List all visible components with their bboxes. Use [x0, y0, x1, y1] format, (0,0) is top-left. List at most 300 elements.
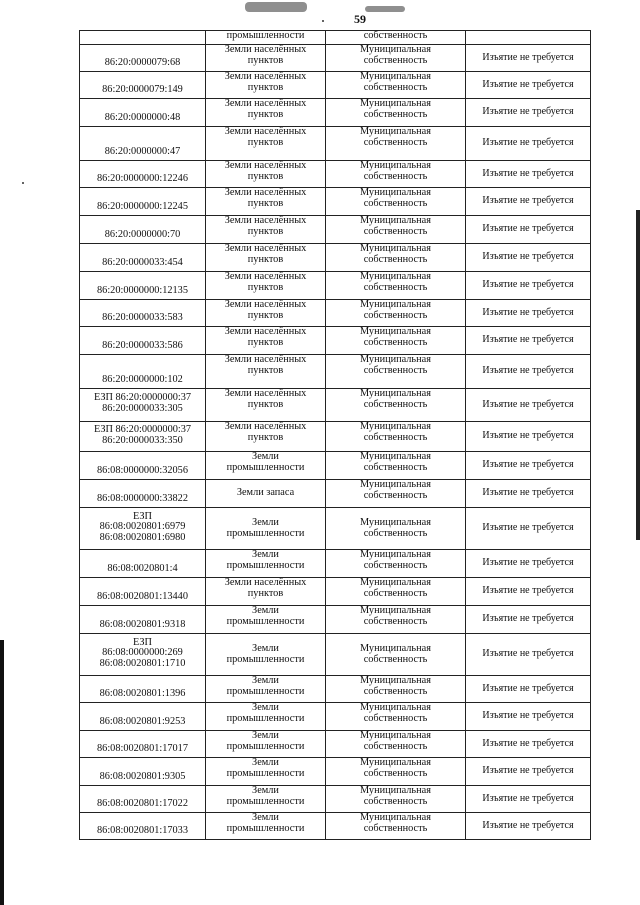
withdrawal-status-cell — [466, 578, 591, 606]
cadastral-number-cell — [80, 31, 206, 45]
table-row — [80, 606, 591, 634]
ownership-text: Муниципальная — [360, 187, 431, 198]
table-row — [80, 550, 591, 578]
table-row — [80, 676, 591, 703]
cadastral-number: ЕЗП 86:20:0000000:37 — [93, 392, 192, 404]
ownership-cell — [326, 188, 466, 216]
land-category-text: пунктов — [247, 108, 284, 120]
cadastral-number-cell — [80, 703, 206, 731]
land-category-cell — [206, 508, 326, 550]
land-category-text: пунктов — [247, 587, 284, 599]
ownership-cell — [326, 508, 466, 550]
ownership-text: Муниципальная — [360, 299, 431, 310]
land-category-text: Земли населённых — [224, 577, 307, 588]
withdrawal-status-cell — [466, 72, 591, 99]
land-category-text: Земли — [252, 757, 279, 768]
ownership-cell — [326, 127, 466, 161]
land-category-cell — [206, 676, 326, 703]
ownership-cell — [326, 355, 466, 389]
land-category-text: пунктов — [247, 54, 284, 66]
land-category-cell — [206, 606, 326, 634]
table-row — [80, 161, 591, 188]
land-category-text: промышленности — [226, 461, 305, 473]
ownership-text: собственность — [363, 225, 428, 237]
land-category-cell — [206, 422, 326, 452]
ownership-cell — [326, 813, 466, 840]
withdrawal-status-text: Изъятие не требуется — [482, 78, 574, 90]
ownership-cell — [326, 389, 466, 422]
land-category-text: промышленности — [226, 653, 305, 665]
cadastral-number-cell — [80, 216, 206, 244]
withdrawal-status-cell — [466, 127, 591, 161]
withdrawal-status-cell — [466, 99, 591, 127]
land-category-cell — [206, 452, 326, 480]
withdrawal-status-text: Изъятие не требуется — [482, 106, 574, 118]
land-category-cell — [206, 244, 326, 272]
cadastral-number: 86:20:0000033:583 — [102, 312, 183, 324]
land-category-text: Земли — [252, 451, 279, 462]
cadastral-number-cell — [80, 389, 206, 422]
ownership-text: собственность — [363, 281, 428, 293]
cadastral-number: 86:08:0020801:9318 — [99, 619, 186, 631]
ownership-cell — [326, 216, 466, 244]
withdrawal-status-text: Изъятие не требуется — [482, 648, 574, 660]
ownership-text: Муниципальная — [360, 812, 431, 823]
land-category-text: Земли — [252, 605, 279, 616]
ownership-text: собственность — [363, 615, 428, 627]
cadastral-number: 86:08:0020801:17033 — [97, 825, 188, 837]
land-category-cell — [206, 327, 326, 355]
land-category-text: Земли населённых — [224, 44, 307, 55]
ownership-text: собственность — [363, 822, 428, 834]
ownership-text: Муниципальная — [360, 642, 431, 654]
cadastral-number-cell — [80, 578, 206, 606]
ownership-text: собственность — [363, 309, 428, 321]
ownership-text: собственность — [363, 197, 428, 209]
ownership-text: Муниципальная — [360, 785, 431, 796]
withdrawal-status-cell — [466, 480, 591, 508]
ownership-text: собственность — [363, 685, 428, 697]
ownership-text: собственность — [363, 795, 428, 807]
ownership-text: Муниципальная — [360, 730, 431, 741]
cadastral-number: 86:20:0000079:68 — [104, 57, 181, 69]
withdrawal-status-cell — [466, 272, 591, 300]
withdrawal-status-text: Изъятие не требуется — [482, 279, 574, 291]
ownership-text: Муниципальная — [360, 98, 431, 109]
land-plots-table — [79, 30, 591, 840]
cadastral-number-cell — [80, 452, 206, 480]
cadastral-number-cell — [80, 606, 206, 634]
land-category-cell — [206, 127, 326, 161]
table-row — [80, 272, 591, 300]
land-category-text: Земли запаса — [236, 487, 295, 499]
cadastral-number-cell — [80, 127, 206, 161]
table-row — [80, 127, 591, 161]
ownership-cell — [326, 703, 466, 731]
withdrawal-status-cell — [466, 731, 591, 758]
land-category-text: Земли населённых — [224, 98, 307, 109]
scan-artifact — [22, 182, 24, 184]
cadastral-number: 86:20:0000000:12246 — [97, 173, 188, 185]
ownership-text: собственность — [363, 81, 428, 93]
land-category-text: пунктов — [247, 136, 284, 148]
cadastral-number-cell — [80, 786, 206, 813]
table-row — [80, 452, 591, 480]
ownership-text: Муниципальная — [360, 549, 431, 560]
cadastral-number: 86:20:0000033:586 — [102, 340, 183, 352]
ownership-text: собственность — [363, 489, 428, 501]
ownership-text: Муниципальная — [360, 577, 431, 588]
cadastral-number-cell — [80, 550, 206, 578]
table-row — [80, 813, 591, 840]
ownership-text: собственность — [363, 398, 428, 410]
cadastral-number: 86:08:0000000:269 — [102, 647, 183, 659]
withdrawal-status-cell — [466, 161, 591, 188]
withdrawal-status-cell — [466, 634, 591, 676]
withdrawal-status-cell — [466, 452, 591, 480]
ownership-text: собственность — [363, 364, 428, 376]
withdrawal-status-cell — [466, 786, 591, 813]
cadastral-number: 86:20:0000033:350 — [102, 434, 183, 446]
cadastral-number: ЕЗП — [132, 636, 152, 648]
ownership-cell — [326, 244, 466, 272]
cadastral-number-cell — [80, 813, 206, 840]
withdrawal-status-text: Изъятие не требуется — [482, 765, 574, 777]
land-category-text: Земли населённых — [224, 326, 307, 337]
table-row — [80, 31, 591, 45]
withdrawal-status-cell — [466, 813, 591, 840]
ownership-cell — [326, 300, 466, 327]
withdrawal-status-cell — [466, 327, 591, 355]
withdrawal-status-text: Изъятие не требуется — [482, 167, 574, 179]
withdrawal-status-text: Изъятие не требуется — [482, 137, 574, 149]
cadastral-number-cell — [80, 508, 206, 550]
land-category-text: Земли населённых — [224, 388, 307, 399]
ownership-text: Муниципальная — [360, 71, 431, 82]
withdrawal-status-text: Изъятие не требуется — [482, 710, 574, 722]
ownership-text: Муниципальная — [360, 271, 431, 282]
table-row — [80, 244, 591, 272]
cadastral-number-cell — [80, 758, 206, 786]
ownership-text: Муниципальная — [360, 757, 431, 768]
table-row — [80, 45, 591, 72]
ownership-cell — [326, 452, 466, 480]
land-category-cell — [206, 703, 326, 731]
withdrawal-status-cell — [466, 300, 591, 327]
ownership-text: собственность — [363, 136, 428, 148]
land-category-text: промышленности — [226, 822, 305, 834]
cadastral-number: 86:20:0000000:12135 — [97, 285, 188, 297]
cadastral-number: 86:20:0000033:305 — [102, 403, 183, 414]
ownership-cell — [326, 676, 466, 703]
withdrawal-status-text: Изъятие не требуется — [482, 792, 574, 804]
ownership-text: Муниципальная — [360, 354, 431, 365]
withdrawal-status-cell — [466, 355, 591, 389]
land-category-text: промышленности — [226, 527, 305, 539]
withdrawal-status-cell — [466, 216, 591, 244]
withdrawal-status-text: Изъятие не требуется — [482, 306, 574, 318]
ownership-text: Муниципальная — [360, 388, 431, 399]
land-category-cell — [206, 31, 326, 45]
land-category-cell — [206, 300, 326, 327]
ownership-text: Муниципальная — [360, 516, 431, 528]
cadastral-number: 86:08:0020801:13440 — [97, 591, 188, 603]
land-category-text: Земли населённых — [224, 243, 307, 254]
cadastral-number-cell — [80, 327, 206, 355]
ownership-cell — [326, 272, 466, 300]
land-category-text: пунктов — [247, 197, 284, 209]
ownership-cell — [326, 327, 466, 355]
table-body — [80, 31, 591, 840]
land-category-text: Земли — [252, 785, 279, 796]
withdrawal-status-text: Изъятие не требуется — [482, 459, 574, 471]
table-row — [80, 422, 591, 452]
ownership-text: Муниципальная — [360, 675, 431, 686]
land-category-text: пунктов — [247, 309, 284, 321]
ownership-text: Муниципальная — [360, 605, 431, 616]
scan-edge-left — [0, 640, 4, 905]
land-category-text: Земли — [252, 702, 279, 713]
withdrawal-status-text: Изъятие не требуется — [482, 585, 574, 597]
land-category-text: Земли населённых — [224, 160, 307, 171]
land-category-cell — [206, 355, 326, 389]
withdrawal-status-cell — [466, 389, 591, 422]
ownership-text: собственность — [363, 587, 428, 599]
table-row — [80, 99, 591, 127]
land-category-text: Земли населённых — [224, 71, 307, 82]
land-category-cell — [206, 99, 326, 127]
table-row — [80, 731, 591, 758]
land-category-text: Земли — [252, 812, 279, 823]
cadastral-number-cell — [80, 422, 206, 452]
land-category-cell — [206, 634, 326, 676]
land-category-text: Земли населённых — [224, 271, 307, 282]
ownership-text: Муниципальная — [360, 160, 431, 171]
withdrawal-status-cell — [466, 244, 591, 272]
ownership-text: собственность — [363, 559, 428, 571]
land-category-text: Земли населённых — [224, 421, 307, 432]
ownership-cell — [326, 634, 466, 676]
ownership-cell — [326, 99, 466, 127]
cadastral-number-cell — [80, 300, 206, 327]
ownership-text: Муниципальная — [360, 126, 431, 137]
cadastral-number-cell — [80, 45, 206, 72]
cadastral-number: 86:08:0020801:4 — [107, 563, 178, 575]
ownership-text: Муниципальная — [360, 451, 431, 462]
table-row — [80, 72, 591, 99]
withdrawal-status-text: Изъятие не требуется — [482, 522, 574, 534]
cadastral-number: 86:20:0000000:12245 — [97, 201, 188, 213]
ownership-text: собственность — [363, 712, 428, 724]
cadastral-number-cell — [80, 188, 206, 216]
land-category-text: пунктов — [247, 253, 284, 265]
cadastral-number: 86:20:0000079:149 — [102, 84, 183, 96]
table-row — [80, 355, 591, 389]
ownership-text: Муниципальная — [360, 702, 431, 713]
land-category-text: пунктов — [247, 225, 284, 237]
ownership-text: собственность — [363, 461, 428, 473]
land-category-cell — [206, 272, 326, 300]
cadastral-number-cell — [80, 731, 206, 758]
ownership-text: собственность — [363, 170, 428, 182]
ownership-cell — [326, 161, 466, 188]
cadastral-number-cell — [80, 161, 206, 188]
land-category-text: пунктов — [247, 364, 284, 376]
page-number: 59 — [354, 12, 366, 26]
withdrawal-status-text: Изъятие не требуется — [482, 613, 574, 625]
ownership-text: собственность — [363, 740, 428, 752]
ownership-cell — [326, 606, 466, 634]
withdrawal-status-text: Изъятие не требуется — [482, 195, 574, 207]
land-category-text: пунктов — [247, 281, 284, 293]
table-row — [80, 216, 591, 244]
withdrawal-status-text: Изъятие не требуется — [482, 365, 574, 377]
ownership-cell — [326, 422, 466, 452]
ownership-text: собственность — [363, 54, 428, 66]
table-row — [80, 508, 591, 550]
land-category-cell — [206, 480, 326, 508]
land-category-text: промышленности — [226, 712, 305, 724]
land-category-text: пунктов — [247, 81, 284, 93]
ownership-text: Муниципальная — [360, 44, 431, 55]
land-category-text: Земли — [252, 642, 279, 654]
cadastral-number: 86:08:0020801:9253 — [99, 716, 186, 728]
land-category-cell — [206, 216, 326, 244]
land-category-text: пунктов — [247, 170, 284, 182]
land-category-text: Земли населённых — [224, 126, 307, 137]
cadastral-number: 86:20:0000000:47 — [104, 146, 181, 158]
table-row — [80, 578, 591, 606]
ownership-text: Муниципальная — [360, 243, 431, 254]
ownership-text: собственность — [363, 336, 428, 348]
withdrawal-status-text: Изъятие не требуется — [482, 430, 574, 442]
table-row — [80, 758, 591, 786]
ownership-text: собственность — [363, 431, 428, 443]
ownership-text: собственность — [363, 653, 428, 665]
cadastral-number-cell — [80, 72, 206, 99]
table-row — [80, 634, 591, 676]
cadastral-number-cell — [80, 634, 206, 676]
scan-artifact — [245, 2, 307, 12]
ownership-text: собственность — [363, 253, 428, 265]
land-category-text: пунктов — [247, 431, 284, 443]
table-row — [80, 300, 591, 327]
land-category-cell — [206, 45, 326, 72]
cadastral-number: ЕЗП 86:20:0000000:37 — [93, 423, 192, 435]
withdrawal-status-cell — [466, 45, 591, 72]
table-row — [80, 480, 591, 508]
cadastral-number: 86:08:0020801:17022 — [97, 798, 188, 810]
ownership-text: Муниципальная — [360, 421, 431, 432]
ownership-cell — [326, 550, 466, 578]
cadastral-number-cell — [80, 99, 206, 127]
cadastral-number: 86:08:0020801:1396 — [99, 688, 186, 700]
ownership-text: собственность — [363, 767, 428, 779]
land-category-text: промышленности — [226, 795, 305, 807]
table-row — [80, 188, 591, 216]
cadastral-number: 86:20:0000000:70 — [104, 229, 181, 241]
withdrawal-status-text: Изъятие не требуется — [482, 51, 574, 63]
land-category-text: Земли — [252, 675, 279, 686]
cadastral-number-cell — [80, 355, 206, 389]
ownership-cell — [326, 72, 466, 99]
land-category-text: Земли населённых — [224, 354, 307, 365]
land-category-cell — [206, 72, 326, 99]
withdrawal-status-text: Изъятие не требуется — [482, 223, 574, 235]
land-category-text: Земли — [252, 516, 279, 528]
cadastral-number-cell — [80, 676, 206, 703]
withdrawal-status-text: Изъятие не требуется — [482, 682, 574, 694]
land-category-text: пунктов — [247, 336, 284, 348]
cadastral-number-cell — [80, 272, 206, 300]
land-category-cell — [206, 786, 326, 813]
withdrawal-status-cell — [466, 188, 591, 216]
withdrawal-status-cell — [466, 31, 591, 45]
ownership-text: Муниципальная — [360, 215, 431, 226]
land-category-cell — [206, 758, 326, 786]
withdrawal-status-cell — [466, 758, 591, 786]
land-category-text: промышленности — [226, 559, 305, 571]
ownership-text: собственность — [363, 108, 428, 120]
ownership-text: Муниципальная — [360, 326, 431, 337]
land-category-text: Земли населённых — [224, 215, 307, 226]
ownership-cell — [326, 731, 466, 758]
land-category-cell — [206, 578, 326, 606]
withdrawal-status-cell — [466, 550, 591, 578]
ownership-text: собственность — [363, 30, 428, 41]
ownership-cell — [326, 758, 466, 786]
land-category-text: Земли — [252, 549, 279, 560]
land-category-cell — [206, 389, 326, 422]
land-category-text: Земли — [252, 730, 279, 741]
withdrawal-status-text: Изъятие не требуется — [482, 737, 574, 749]
ownership-cell — [326, 480, 466, 508]
withdrawal-status-cell — [466, 606, 591, 634]
land-category-cell — [206, 550, 326, 578]
land-category-cell — [206, 161, 326, 188]
cadastral-number: 86:08:0020801:17017 — [97, 743, 188, 755]
land-category-text: промышленности — [226, 740, 305, 752]
table-row — [80, 389, 591, 422]
land-category-cell — [206, 188, 326, 216]
land-category-text: промышленности — [226, 685, 305, 697]
land-category-text: промышленности — [226, 615, 305, 627]
table-row — [80, 786, 591, 813]
land-category-cell — [206, 731, 326, 758]
withdrawal-status-cell — [466, 703, 591, 731]
ownership-cell — [326, 786, 466, 813]
cadastral-number: 86:08:0020801:6980 — [99, 531, 186, 543]
land-category-cell — [206, 813, 326, 840]
cadastral-number: 86:20:0000000:102 — [102, 374, 183, 386]
cadastral-number: ЕЗП — [132, 510, 152, 522]
cadastral-number: 86:08:0020801:6979 — [99, 521, 186, 533]
cadastral-number: 86:08:0020801:9305 — [99, 771, 186, 783]
land-category-text: промышленности — [226, 30, 305, 41]
ownership-cell — [326, 578, 466, 606]
cadastral-number: 86:08:0020801:1710 — [99, 657, 186, 669]
land-category-text: Земли населённых — [224, 187, 307, 198]
cadastral-number: 86:08:0000000:32056 — [97, 465, 188, 477]
land-category-text: промышленности — [226, 767, 305, 779]
withdrawal-status-cell — [466, 508, 591, 550]
cadastral-number: 86:20:0000033:454 — [102, 257, 183, 269]
withdrawal-status-text: Изъятие не требуется — [482, 557, 574, 569]
withdrawal-status-cell — [466, 676, 591, 703]
scan-artifact — [365, 6, 405, 12]
withdrawal-status-text: Изъятие не требуется — [482, 251, 574, 263]
withdrawal-status-text: Изъятие не требуется — [482, 334, 574, 346]
